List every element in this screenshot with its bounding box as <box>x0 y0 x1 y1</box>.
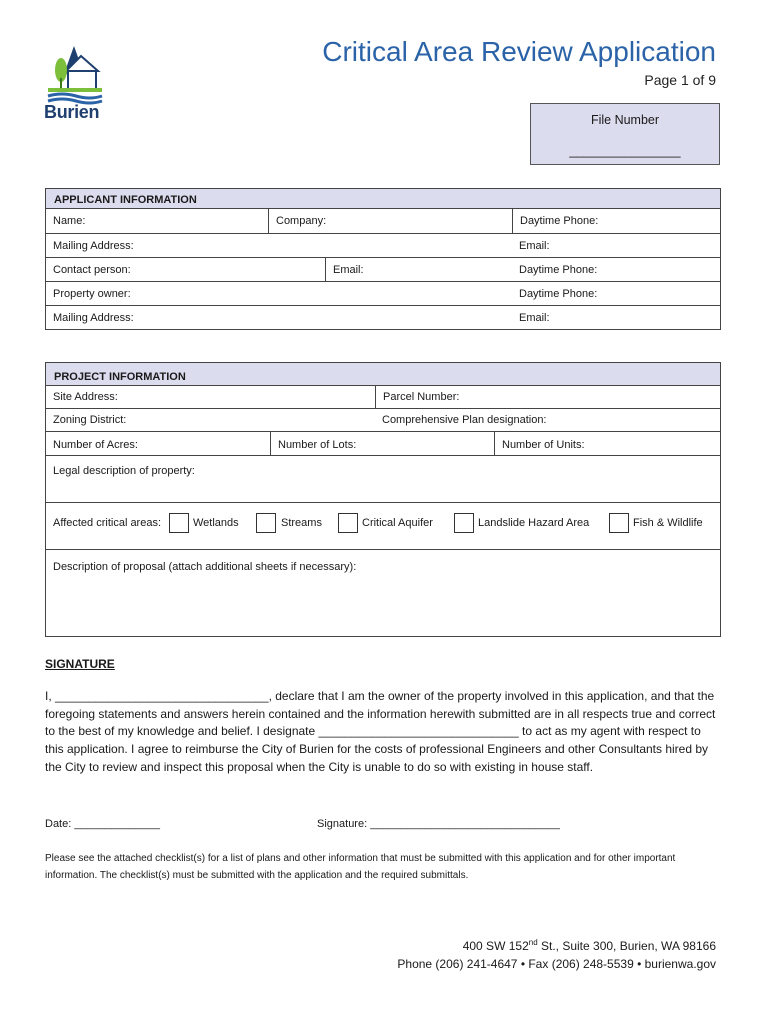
applicant-information-section <box>45 188 721 330</box>
logo-wordmark: Burien <box>44 102 100 122</box>
signature-field[interactable]: Signature: _______________________________ <box>317 818 560 830</box>
zoning-district-field[interactable]: Zoning District: <box>53 414 127 426</box>
footer-address-suffix: St., Suite 300, Burien, WA 98166 <box>537 939 716 953</box>
contact-person-field[interactable]: Contact person: <box>53 264 131 276</box>
file-number-box <box>530 103 720 165</box>
applicant-row-5 <box>46 306 720 329</box>
project-row-2 <box>46 409 720 432</box>
property-owner-field[interactable]: Property owner: <box>53 288 131 300</box>
contact-phone-field[interactable]: Daytime Phone: <box>519 264 598 276</box>
wetlands-label: Wetlands <box>193 517 239 529</box>
streams-label: Streams <box>281 517 322 529</box>
applicant-row-4 <box>46 282 720 306</box>
daytime-phone-field[interactable]: Daytime Phone: <box>512 209 720 233</box>
name-field[interactable]: Name: <box>53 215 86 227</box>
owner-phone-field[interactable]: Daytime Phone: <box>519 288 598 300</box>
signature-heading: SIGNATURE <box>45 657 115 671</box>
affected-areas-label: Affected critical areas: <box>53 517 162 529</box>
checklist-note: Please see the attached checklist(s) for a list of plans and other information that must be submitted with this application and for other important information. The checklist(s) must be submitted with the application and the required submittals. <box>45 853 676 881</box>
streams-checkbox[interactable] <box>256 513 276 533</box>
footer-address <box>463 938 716 953</box>
site-address-field[interactable]: Site Address: <box>53 391 118 403</box>
applicant-row-2 <box>46 234 720 258</box>
landslide-hazard-label: Landslide Hazard Area <box>478 517 590 529</box>
owner-email-field[interactable]: Email: <box>519 312 550 324</box>
description-of-proposal-field[interactable]: Description of proposal (attach additional sheets if necessary): <box>53 561 357 573</box>
project-row-6 <box>46 550 720 636</box>
footer-address-prefix: 400 SW 152 <box>462 939 529 953</box>
number-of-acres-field[interactable]: Number of Acres: <box>53 439 138 451</box>
applicant-row-3 <box>46 258 720 282</box>
applicant-heading: APPLICANT INFORMATION <box>46 189 720 209</box>
owner-mailing-address-field[interactable]: Mailing Address: <box>53 312 134 324</box>
project-row-1 <box>46 386 720 409</box>
file-number-field[interactable]: ________________ <box>569 144 681 158</box>
page-indicator: Page 1 of 9 <box>644 72 716 88</box>
critical-aquifer-label: Critical Aquifer <box>362 517 433 529</box>
parcel-number-field[interactable]: Parcel Number: <box>375 386 720 408</box>
footer-contact: Phone (206) 241-4647 • Fax (206) 248-5539 • burienwa.gov <box>397 957 716 971</box>
project-heading: PROJECT INFORMATION <box>46 363 720 386</box>
project-information-section <box>45 362 721 637</box>
comprehensive-plan-field[interactable]: Comprehensive Plan designation: <box>382 414 547 426</box>
number-of-lots-field[interactable]: Number of Lots: <box>270 432 494 455</box>
declaration-paragraph: I, ________________________________, declare that I am the owner of the property involved in this application, and that the foregoing statements and answers herein contained and the information herewith submitted are in all respects true and correct to the best of my knowledge and belief. I designate ______________________________ to act as my agent with respect to this application. I agree to reimburse the City of Burien for the costs of professional Engineers and other Consultants hired by the City to review and inspect this proposal when the City is unable to do so with existing in house staff. <box>45 689 716 774</box>
date-field[interactable]: Date: ______________ <box>45 818 160 830</box>
fish-wildlife-label: Fish & Wildlife <box>633 517 703 529</box>
file-number-label: File Number <box>590 113 660 127</box>
contact-email-field[interactable]: Email: <box>325 258 512 281</box>
company-field[interactable]: Company: <box>268 209 512 233</box>
footer-address-sup: nd <box>528 938 538 947</box>
mailing-address-field[interactable]: Mailing Address: <box>53 240 134 252</box>
applicant-row-1 <box>46 209 720 234</box>
email-field[interactable]: Email: <box>519 240 550 252</box>
affected-areas-row <box>46 503 720 550</box>
number-of-units-field[interactable]: Number of Units: <box>494 432 720 455</box>
project-row-4 <box>46 456 720 503</box>
project-row-3 <box>46 432 720 456</box>
legal-description-field[interactable]: Legal description of property: <box>53 465 195 477</box>
page-title: Critical Area Review Application <box>322 36 716 67</box>
